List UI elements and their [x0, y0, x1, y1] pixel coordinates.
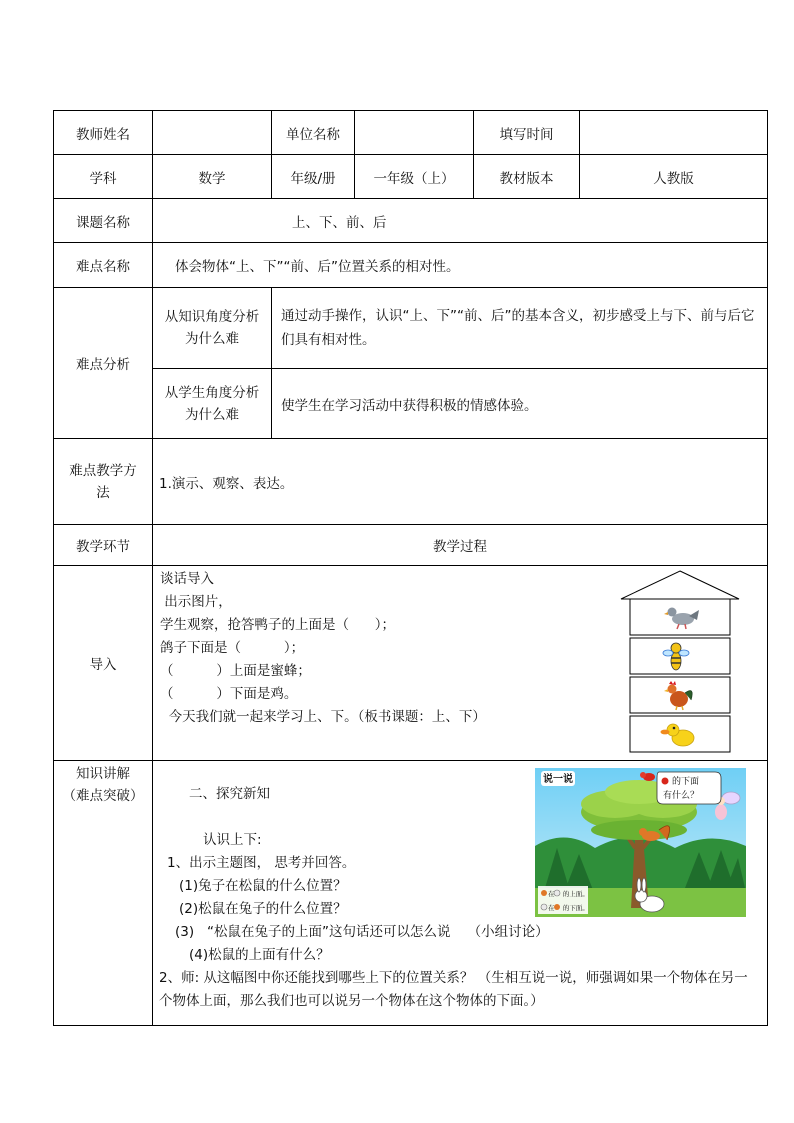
knowledge-angle-label-line2: 为什么难	[185, 331, 239, 347]
difficulty-value: 体会物体“上、下”“前、后”位置关系的相对性。	[153, 243, 768, 288]
date-value	[580, 111, 768, 155]
row-difficulty	[54, 243, 768, 288]
scene-title: 说一说	[543, 774, 573, 785]
question-2: 2、师: 从这幅图中你还能找到哪些上下的位置关系？ （生相互说一说，师强调如果一个物体在另一个物体上面，那么我们也可以说另一个物体在这个物体的下面。）	[159, 970, 748, 1009]
lesson-plan-sheet	[53, 110, 767, 1025]
question-1a: (1)兔子在松鼠的什么位置？	[179, 878, 347, 894]
animal-stack-house-picture	[619, 570, 741, 753]
intro-line: （ ）上面是蜜蜂；	[160, 663, 311, 679]
student-angle-label	[153, 369, 272, 439]
row-method	[54, 439, 768, 525]
subject-label: 学科	[54, 155, 153, 199]
row-knowledge	[54, 761, 768, 1026]
bubble-bird-icon	[662, 778, 669, 785]
student-angle-label-line2: 为什么难	[185, 406, 239, 423]
row-header-2	[54, 155, 768, 199]
analysis-label: 难点分析	[54, 288, 153, 439]
section-heading: 二、探究新知	[189, 786, 270, 802]
intro-line: 学生观察，抢答鸭子的上面是（ ）；	[160, 617, 395, 633]
knowledge-angle-label-line1: 从知识角度分析	[164, 309, 260, 325]
date-label: 填写时间	[474, 111, 580, 155]
method-label-line1: 难点教学方	[69, 462, 137, 479]
knowledge-label	[54, 761, 153, 1026]
method-value: 1.演示、观察、表达。	[153, 439, 768, 525]
question-1: 1、出示主题图， 思考并回答。	[167, 855, 356, 871]
topic-value: 上、下、前、后	[153, 199, 768, 243]
unit-value	[355, 111, 474, 155]
process-label: 教学环节	[54, 525, 153, 566]
process-value: 教学过程	[153, 525, 768, 566]
difficulty-label: 难点名称	[54, 243, 153, 288]
caption-line-1: 在 的上面。	[548, 890, 589, 898]
student-angle-text: 使学生在学习活动中获得积极的情感体验。	[272, 369, 768, 439]
intro-line: （ ）下面是鸡。	[160, 686, 298, 702]
knowledge-label-line2: （难点突破）	[62, 788, 144, 804]
method-label	[54, 439, 153, 525]
topic-label: 课题名称	[54, 199, 153, 243]
row-analysis-knowledge	[54, 288, 768, 369]
caption-squirrel-icon	[541, 890, 547, 896]
row-header-1	[54, 111, 768, 155]
grade-label: 年级/册	[272, 155, 355, 199]
edition-label: 教材版本	[474, 155, 580, 199]
caption-rabbit-icon-2	[541, 904, 547, 910]
subject-value: 数学	[153, 155, 272, 199]
intro-line: 谈话导入	[160, 571, 214, 587]
knowledge-label-line1: 知识讲解	[76, 766, 130, 782]
knowledge-angle-text: 通过动手操作，认识“上、下”“前、后”的基本含义，初步感受上与下、前与后它们具有相对性。	[272, 288, 768, 369]
knowledge-angle-label	[153, 288, 272, 369]
intro-line: 今天我们就一起来学习上、下。（板书课题：上、下）	[160, 709, 486, 725]
knowledge-content	[153, 761, 768, 1026]
question-1c: (3) “松鼠在兔子的上面”这句话还可以怎么说 （小组讨论）	[175, 924, 549, 940]
unit-label: 单位名称	[272, 111, 355, 155]
house-roof	[621, 571, 739, 599]
row-intro	[54, 566, 768, 761]
bubble-line-2: 有什么？	[663, 791, 700, 801]
question-1b: (2)松鼠在兔子的什么位置？	[179, 901, 347, 917]
method-label-line2: 法	[96, 484, 110, 501]
lesson-plan-table	[53, 110, 768, 1026]
intro-line: 鸽子下面是（ ）；	[160, 640, 305, 656]
row-topic	[54, 199, 768, 243]
question-1d: (4)松鼠的上面有什么？	[189, 947, 330, 963]
row-analysis-student	[54, 369, 768, 439]
teacher-value	[153, 111, 272, 155]
caption-line-2: 在 的下面。	[548, 904, 589, 912]
subsection-heading: 认识上下:	[203, 832, 262, 848]
bubble-line-1: 的下面	[672, 777, 700, 787]
theme-scene-picture	[535, 768, 746, 917]
intro-content	[153, 566, 768, 761]
row-process-header	[54, 525, 768, 566]
intro-line: 出示图片，	[160, 594, 232, 610]
intro-label: 导入	[54, 566, 153, 761]
grade-value: 一年级（上）	[355, 155, 474, 199]
edition-value: 人教版	[580, 155, 768, 199]
student-angle-label-line1: 从学生角度分析	[164, 384, 260, 401]
teacher-label: 教师姓名	[54, 111, 153, 155]
